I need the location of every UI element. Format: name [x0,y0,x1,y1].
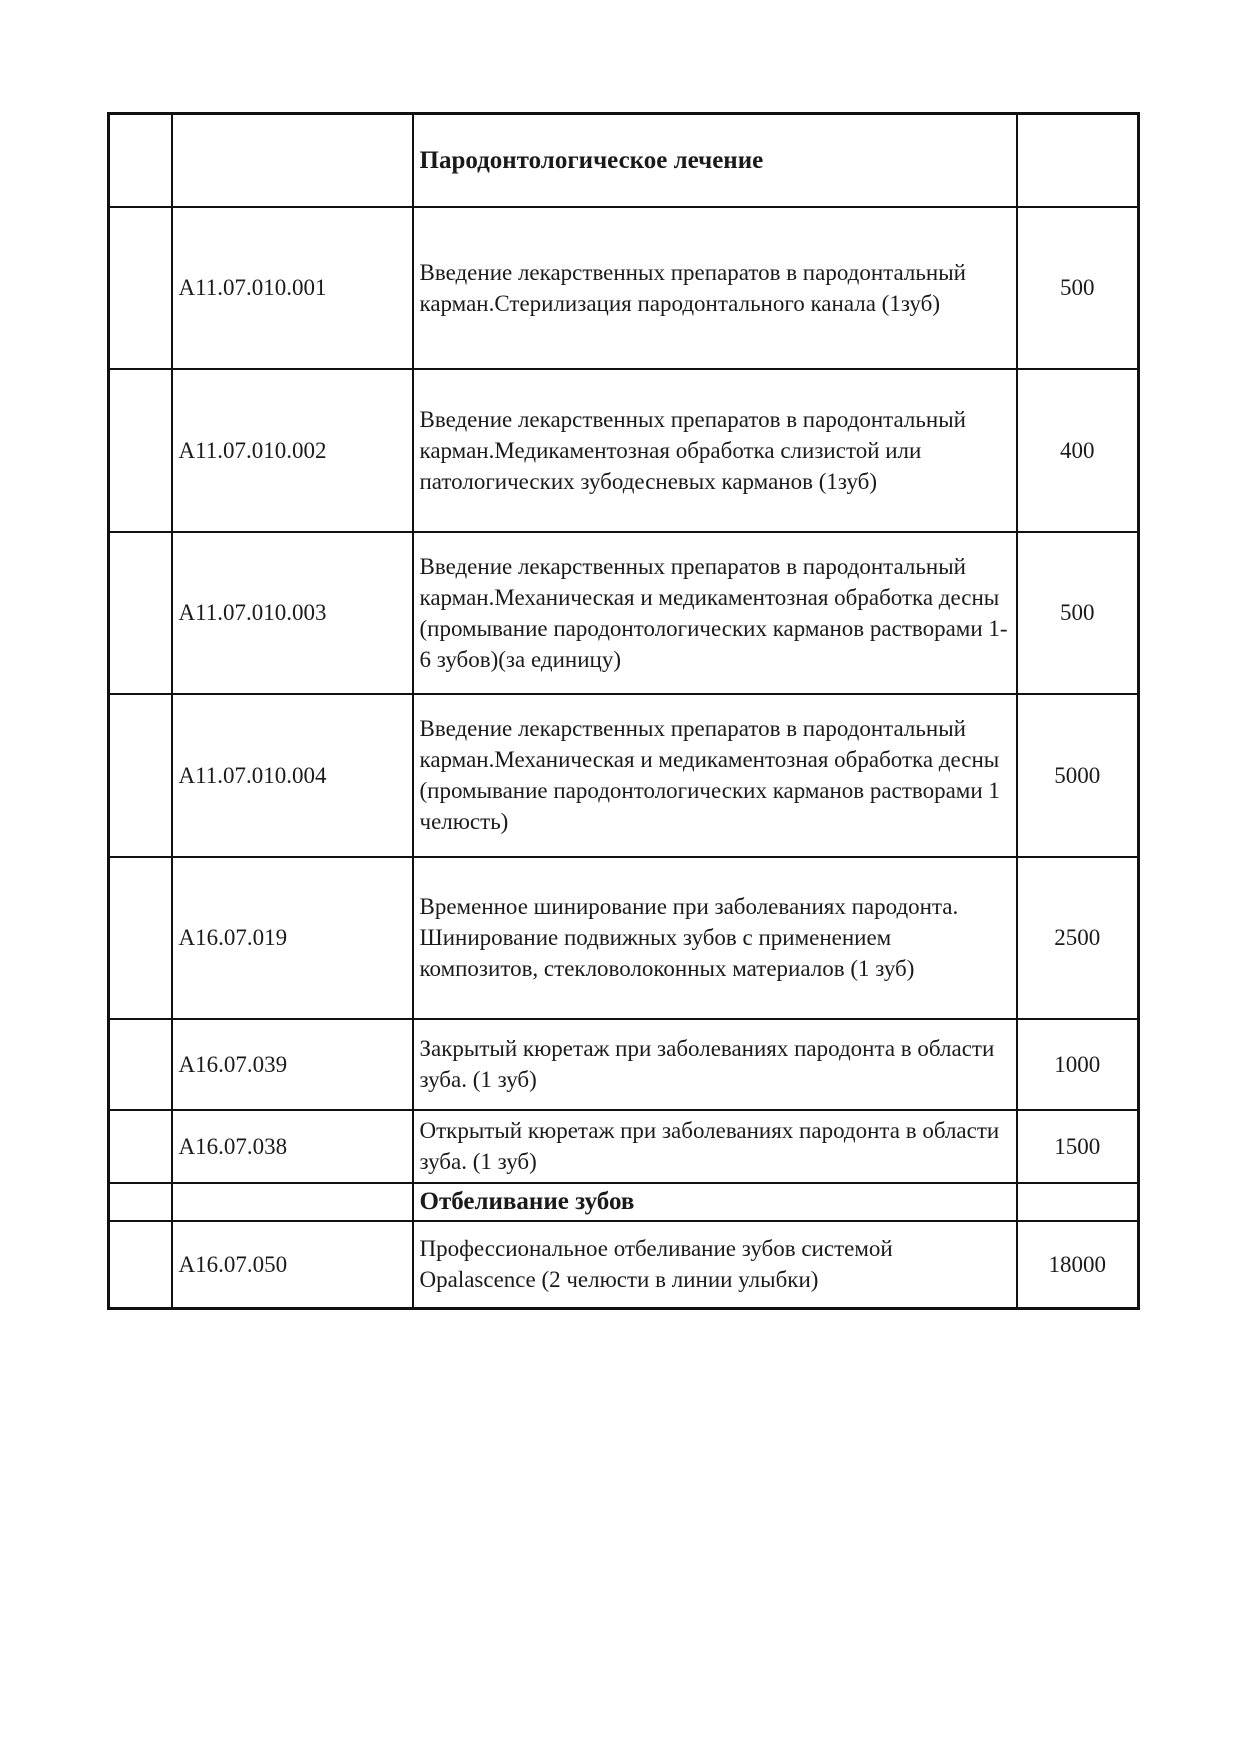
service-price: 1500 [1017,1110,1139,1183]
table-row-section-periodontal [109,114,1139,207]
service-name: Открытый кюретаж при заболеваниях пародонта в области зуба. (1 зуб) [413,1110,1017,1183]
service-code [172,114,413,207]
service-name: Профессиональное отбеливание зубов системой Opalascence (2 челюсти в линии улыбки) [413,1221,1017,1309]
service-price: 500 [1017,532,1139,694]
service-price: 500 [1017,207,1139,369]
table-row [109,1221,1139,1309]
price-table [107,112,1140,1310]
table-row [109,1019,1139,1110]
row-number [109,1019,172,1110]
service-price: 2500 [1017,857,1139,1019]
service-name: Введение лекарственных препаратов в пародонтальный карман.Медикаментозная обработка слизистой или патологических зубодесневых карманов (1зуб) [413,369,1017,532]
section-title: Пародонтологическое лечение [413,114,1017,207]
service-code: A11.07.010.002 [172,369,413,532]
service-code: A16.07.019 [172,857,413,1019]
service-code: A11.07.010.003 [172,532,413,694]
row-number [109,857,172,1019]
row-number [109,114,172,207]
service-price: 5000 [1017,694,1139,857]
service-code: A11.07.010.004 [172,694,413,857]
service-code [172,1183,413,1221]
service-price [1017,1183,1139,1221]
row-number [109,369,172,532]
row-number [109,1221,172,1309]
row-number [109,532,172,694]
row-number [109,1183,172,1221]
service-code: A16.07.038 [172,1110,413,1183]
service-price: 1000 [1017,1019,1139,1110]
service-code: A16.07.039 [172,1019,413,1110]
service-price [1017,114,1139,207]
service-price: 400 [1017,369,1139,532]
service-name: Закрытый кюретаж при заболеваниях пародонта в области зуба. (1 зуб) [413,1019,1017,1110]
table-row [109,532,1139,694]
service-price: 18000 [1017,1221,1139,1309]
table-row [109,369,1139,532]
service-code: A16.07.050 [172,1221,413,1309]
row-number [109,1110,172,1183]
table-row [109,857,1139,1019]
table-row [109,1110,1139,1183]
section-title: Отбеливание зубов [413,1183,1017,1221]
service-name: Введение лекарственных препаратов в пародонтальный карман.Механическая и медикаментозная обработка десны (промывание пародонтологических карманов растворами 1-6 зубов)(за единицу) [413,532,1017,694]
service-name: Введение лекарственных препаратов в пародонтальный карман.Механическая и медикаментозная обработка десны (промывание пародонтологических карманов растворами 1 челюсть) [413,694,1017,857]
table-row-section-whitening [109,1183,1139,1221]
row-number [109,694,172,857]
row-number [109,207,172,369]
table-row [109,694,1139,857]
service-name: Введение лекарственных препаратов в пародонтальный карман.Стерилизация пародонтального канала (1зуб) [413,207,1017,369]
table-row [109,207,1139,369]
service-code: A11.07.010.001 [172,207,413,369]
service-name: Временное шинирование при заболеваниях пародонта. Шинирование подвижных зубов с применением композитов, стекловолоконных материалов (1 зуб) [413,857,1017,1019]
